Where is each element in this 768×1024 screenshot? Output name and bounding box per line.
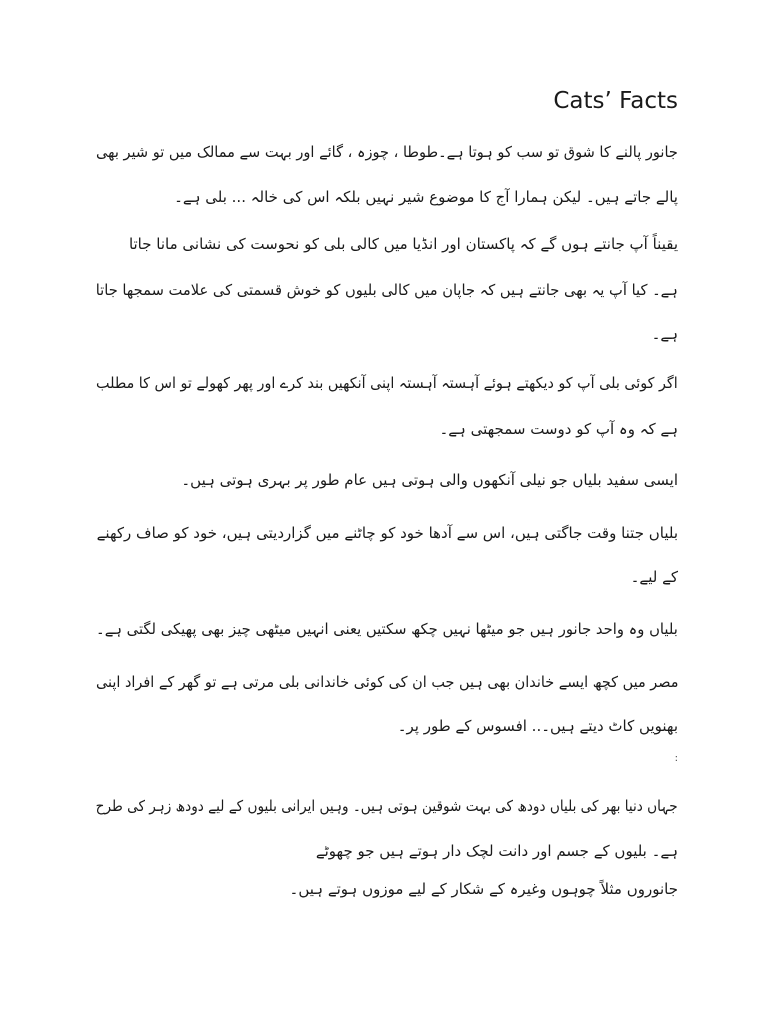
text-line: کے لیے۔: [630, 568, 678, 586]
stray-mark: :: [674, 753, 678, 764]
text-line: بلیاں جتنا وقت جاگتی ہیں، اس سے آدھا خود کو چاٹنے میں گزاردیتی ہیں، خود کو صاف رکھنے: [96, 524, 678, 542]
text-line: بلیاں وہ واحد جانور ہیں جو میٹھا نہیں چکھ سکتیں یعنی انہیں میٹھی چیز بھی پھیکی لگتی ہے۔: [96, 620, 678, 638]
text-line: ایسی سفید بلیاں جو نیلی آنکھوں والی ہوتی ہیں عام طور پر بہری ہوتی ہیں۔: [181, 471, 678, 489]
text-line: ہے۔ کیا آپ یہ بھی جانتے ہیں کہ جاپان میں کالی بلیوں کو خوش قسمتی کی علامت سمجھا جاتا: [95, 281, 678, 299]
text-line: ہے کہ وہ آپ کو دوست سمجھتی ہے۔: [439, 420, 678, 438]
text-line: پالے جاتے ہیں۔ لیکن ہمارا آج کا موضوع شیر نہیں بلکہ اس کی خالہ ... بلی ہے۔: [174, 188, 678, 206]
text-line: ہے۔ بلیوں کے جسم اور دانت لچک دار ہوتے ہیں جو چھوٹے: [315, 842, 678, 860]
text-line: جانوروں مثلاً چوہوں وغیرہ کے شکار کے لیے موزوں ہوتے ہیں۔: [289, 880, 678, 898]
text-line: یقیناً آپ جانتے ہوں گے کہ پاکستان اور انڈیا میں کالی بلی کو نحوست کی نشانی مانا جاتا: [128, 235, 678, 253]
text-line: بھنویں کاٹ دیتے ہیں۔.. افسوس کے طور پر۔: [397, 717, 678, 735]
page-title: Cats’ Facts: [553, 88, 678, 114]
text-line: جانور پالنے کا شوق تو سب کو ہوتا ہے۔طوطا ، چوزہ ، گائے اور بہت سے ممالک میں تو شیر بھی: [96, 143, 678, 161]
text-line: ہے۔: [651, 325, 678, 343]
text-line: جہاں دنیا بھر کی بلیاں دودھ کی بہت شوقین ہوتی ہیں۔ وہیں ایرانی بلیوں کے لیے دودھ زہر کی طرح: [96, 797, 678, 815]
text-line: مصر میں کچھ ایسے خاندان بھی ہیں جب ان کی کوئی خاندانی بلی مرتی ہے تو گھر کے افراد اپنی: [95, 673, 678, 691]
text-line: اگر کوئی بلی آپ کو دیکھتے ہوئے آہستہ آہستہ اپنی آنکھیں بند کرے اور پھر کھولے تو اس کا مطلب: [96, 374, 678, 392]
